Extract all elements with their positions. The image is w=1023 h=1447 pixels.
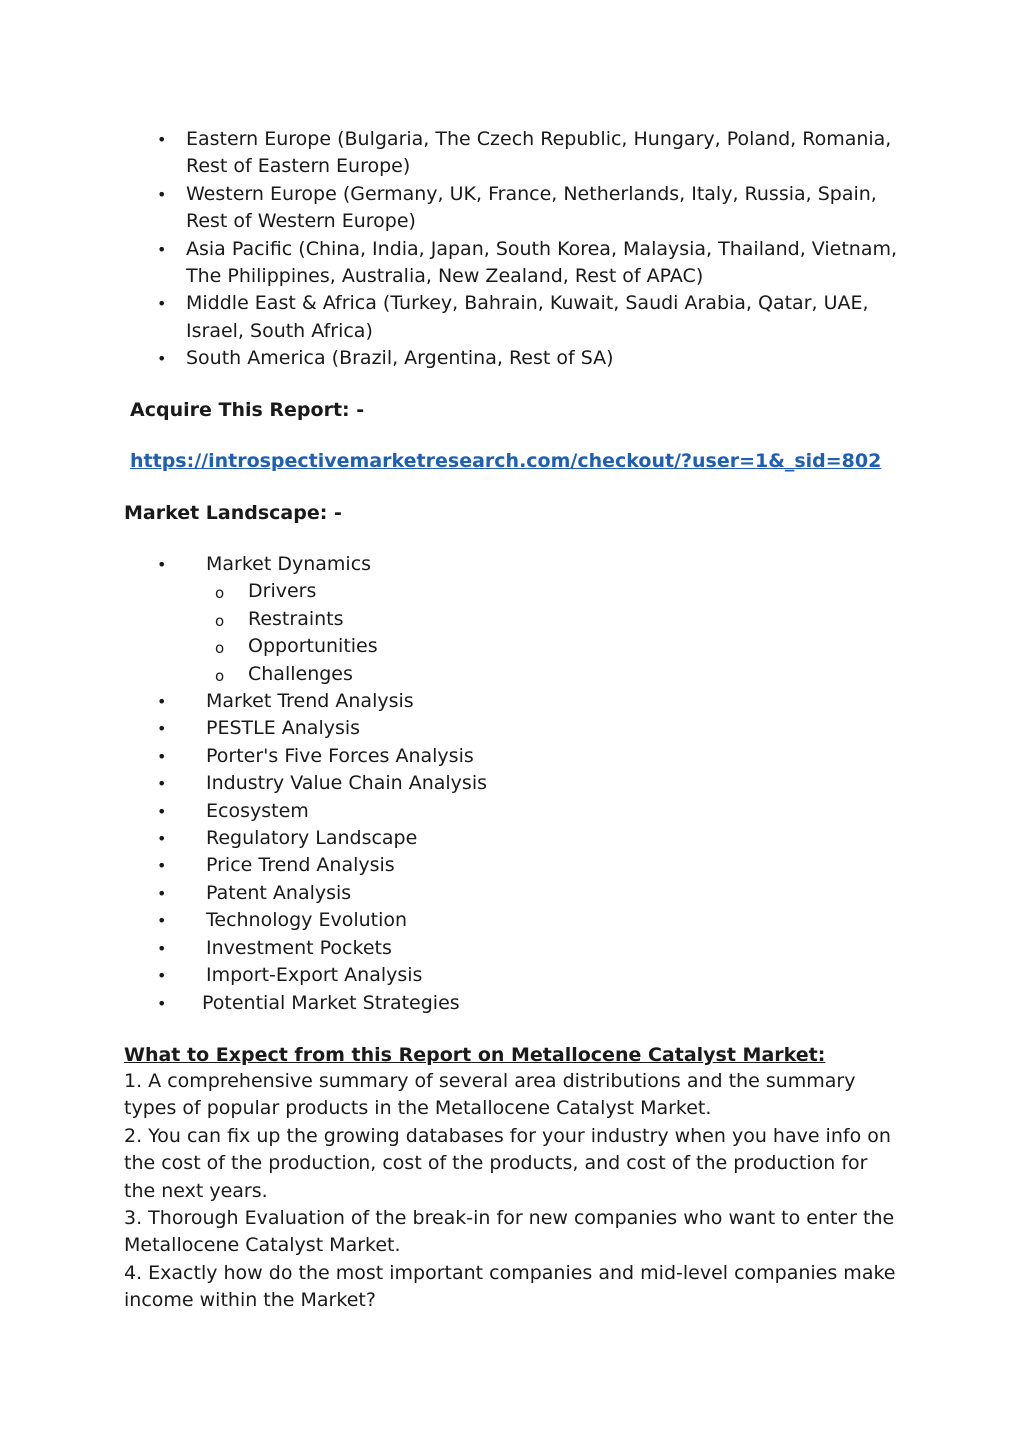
bullet-icon: • [157, 966, 167, 986]
landscape-heading: Market Landscape: - [124, 502, 342, 524]
sub-list-item [157, 606, 857, 633]
region-text: Western Europe (Germany, UK, France, Netherlands, Italy, Russia, Spain, Rest of Western Europe) [186, 182, 877, 233]
expect-point: 4. Exactly how do the most important companies and mid-level companies make income within the Market? [124, 1261, 896, 1312]
list-item [157, 935, 857, 962]
list-item [157, 798, 857, 825]
region-list [157, 126, 902, 373]
bullet-icon: • [157, 801, 167, 821]
circle-bullet-icon: o [215, 666, 225, 685]
list-item [157, 743, 857, 770]
sub-item-text: Restraints [248, 607, 344, 630]
bullet-icon: • [157, 993, 167, 1013]
list-item-text: PESTLE Analysis [206, 717, 361, 740]
expect-point: 3. Thorough Evaluation of the break-in for new companies who want to enter the Metallocene Catalyst Market. [124, 1207, 895, 1257]
list-item [157, 852, 857, 879]
list-item-text: Import-Export Analysis [206, 964, 423, 987]
bullet-icon: • [157, 239, 167, 259]
bullet-icon: • [157, 911, 167, 931]
region-text: Middle East & Africa (Turkey, Bahrain, Kuwait, Saudi Arabia, Qatar, UAE, Israel, South Africa) [186, 292, 869, 342]
list-item [157, 962, 857, 989]
sub-item-text: Challenges [248, 662, 353, 685]
list-item-text: Ecosystem [206, 799, 309, 822]
list-item [157, 990, 857, 1017]
region-text: South America (Brazil, Argentina, Rest of SA) [186, 347, 614, 370]
sub-list-item [157, 661, 857, 688]
bullet-icon: • [157, 746, 167, 766]
list-item [157, 880, 857, 907]
list-item-text: Price Trend Analysis [206, 854, 395, 877]
landscape-list [157, 551, 857, 1017]
sub-item-text: Drivers [248, 580, 317, 603]
acquire-heading: Acquire This Report: - [130, 399, 365, 421]
list-item [157, 688, 857, 715]
bullet-icon: • [157, 349, 167, 369]
list-item [157, 181, 902, 236]
list-item [157, 715, 857, 742]
bullet-icon: • [157, 130, 167, 149]
list-item-text: Industry Value Chain Analysis [206, 772, 488, 795]
bullet-icon: • [157, 883, 167, 903]
list-item-text: Patent Analysis [206, 881, 352, 904]
list-item-text: Investment Pockets [206, 936, 392, 959]
expect-body [124, 1068, 904, 1315]
list-item [157, 236, 902, 291]
sub-list-item [157, 578, 857, 605]
sub-list-item [157, 633, 857, 660]
list-item-text: Technology Evolution [206, 909, 408, 932]
list-item-text: Regulatory Landscape [206, 827, 418, 850]
list-item [157, 126, 902, 181]
list-item-text: Porter's Five Forces Analysis [206, 744, 474, 767]
bullet-icon: • [157, 856, 167, 876]
circle-bullet-icon: o [215, 584, 225, 603]
bullet-icon: • [157, 692, 167, 712]
bullet-icon: • [157, 774, 167, 794]
sub-item-text: Opportunities [248, 635, 378, 658]
list-item [157, 345, 902, 372]
region-text: Asia Pacific (China, India, Japan, South Korea, Malaysia, Thailand, Vietnam, The Philippines, Australia, New Zealand, Rest of APAC) [186, 237, 898, 288]
list-item [157, 290, 902, 345]
circle-bullet-icon: o [215, 611, 225, 630]
bullet-icon: • [157, 184, 167, 204]
bullet-icon: • [157, 294, 167, 314]
circle-bullet-icon: o [215, 639, 225, 658]
expect-heading: What to Expect from this Report on Metallocene Catalyst Market: [124, 1044, 826, 1066]
list-item [157, 825, 857, 852]
list-item [157, 907, 857, 934]
region-text: Eastern Europe (Bulgaria, The Czech Republic, Hungary, Poland, Romania, Rest of Eastern Europe) [186, 128, 892, 178]
list-item [157, 551, 857, 578]
expect-point: 1. A comprehensive summary of several area distributions and the summary types of popular products in the Metallocene Catalyst Market. [124, 1070, 856, 1120]
bullet-icon: • [157, 719, 167, 739]
list-item-text: Market Dynamics [206, 553, 372, 575]
bullet-icon: • [157, 555, 167, 574]
bullet-icon: • [157, 938, 167, 958]
expect-point: 2. You can fix up the growing databases for your industry when you have info on the cost of the production, cost of the products, and cost of the production for the next years. [124, 1124, 891, 1202]
list-item [157, 770, 857, 797]
list-item-text: Market Trend Analysis [206, 690, 414, 713]
checkout-link[interactable]: https://introspectivemarketresearch.com/checkout/?user=1&_sid=802 [130, 450, 882, 472]
bullet-icon: • [157, 829, 167, 849]
list-item-text: Potential Market Strategies [202, 991, 460, 1014]
